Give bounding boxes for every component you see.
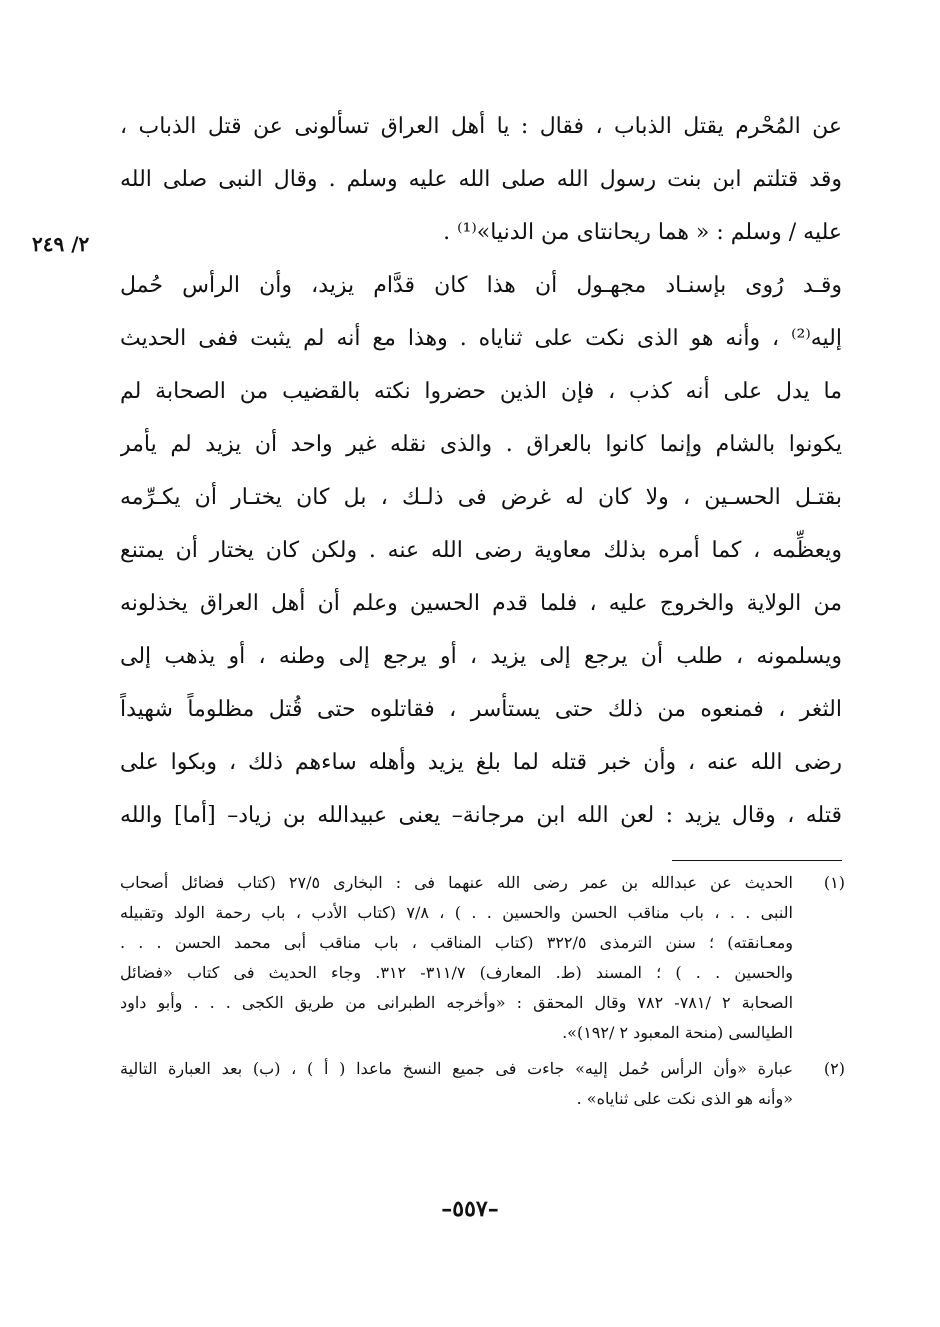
footnotes: [120, 868, 845, 1120]
footnote-line: «وأنه هو الذى نكت على ثناياه» .: [576, 1089, 793, 1108]
text-line: ويعظِّمه ، كما أمره بذلك معاوية رضى الله عنه . ولكن كان يختار أن يمتنع: [120, 538, 842, 563]
text-line: ويسلمونه ، طلب أن يرجع إلى يزيد ، أو يرجع إلى وطنه ، أو يذهب إلى: [120, 644, 842, 669]
text-line: من الولاية والخروج عليه ، فلما قدم الحسين وعلم أن أهل العراق يخذلونه: [120, 591, 842, 616]
margin-page-reference: ٢/ ٢٤٩: [32, 232, 90, 256]
footnote: [120, 1054, 845, 1114]
page-number: –٥٥٧–: [441, 1196, 499, 1222]
text-line: ما يدل على أنه كذب ، فإن الذين حضروا نكته بالقضيب من الصحابة لم: [120, 379, 842, 404]
text-line: بقتـل الحسـين ، ولا كان له غرض فى ذلـك ، بل كان يختـار أن يكـرِّمه: [120, 485, 842, 510]
footnote-line: عبارة «وأن الرأس حُمل إليه» جاءت فى جميع النسخ ماعدا ( أ ) ، (ب) بعد العبارة التالية: [120, 1059, 793, 1078]
footnote: [120, 868, 845, 1048]
footnote-line: الحديث عن عبدالله بن عمر رضى الله عنهما فى : البخارى ٢٧/٥ (كتاب فضائل أصحاب: [120, 873, 793, 892]
text-line: رضى الله عنه ، وأن خبر قتله لما بلغ يزيد وأهله ساءهم ذلك ، وبكوا على: [120, 750, 842, 775]
footnote-line: الطيالسى (منحة المعبود ٢ /١٩٢)».: [562, 1023, 793, 1042]
footnote-line: والحسين . . ) ؛ المسند (ط. المعارف) ٣١١/٧- ٣١٢. وجاء الحديث فى كتاب «فضائل: [120, 963, 793, 982]
footnote-body: [120, 1054, 793, 1114]
footnote-line: الصحابة ٢ /٧٨١- ٧٨٢ وقال المحقق : «وأخرجه الطبرانى من طريق الكجى . . . وأبو داود: [120, 993, 793, 1012]
text-line: عن المُحْرم يقتل الذباب ، فقال : يا أهل العراق تسألونى عن قتل الذباب ،: [120, 114, 842, 139]
text-line: وقـد رُوى بإسنـاد مجهـول أن هذا كان قدَّام يزيد، وأن الرأس حُمل: [120, 273, 842, 298]
footnote-body: [120, 868, 793, 1048]
text-line: عليه / وسلم : « هما ريحانتاى من الدنيا»⁽¹⁾ .: [443, 220, 842, 245]
text-line: يكونوا بالشام وإنما كانوا بالعراق . والذى نقله غير واحد أن يزيد لم يأمر: [120, 432, 842, 457]
text-line: إليه⁽²⁾ ، وأنه هو الذى نكت على ثناياه . وهذا مع أنه لم يثبت ففى الحديث: [120, 326, 842, 351]
footnote-number: (٢): [823, 1059, 845, 1078]
footnote-separator: [672, 860, 842, 861]
main-text: [120, 100, 842, 842]
footnote-number: (١): [823, 873, 845, 892]
text-line: قتله ، وقال يزيد : لعن الله ابن مرجانة– يعنى عبيدالله بن زياد– [أما] والله: [120, 803, 842, 828]
footnote-line: ومعـانقته) ؛ سنن الترمذى ٣٢٢/٥ (كتاب المناقب ، باب مناقب أبى محمد الحسن . . .: [120, 933, 793, 952]
text-line: الثغر ، فمنعوه من ذلك حتى يستأسر ، فقاتلوه حتى قُتل مظلوماً شهيداً: [120, 697, 842, 722]
footnote-line: النبى . . ، باب مناقب الحسن والحسين . . ) ، ٧/٨ (كتاب الأدب ، باب رحمة الولد وتقبيله: [120, 903, 793, 922]
text-line: وقد قتلتم ابن بنت رسول الله صلى الله عليه وسلم . وقال النبى صلى الله: [120, 167, 842, 192]
